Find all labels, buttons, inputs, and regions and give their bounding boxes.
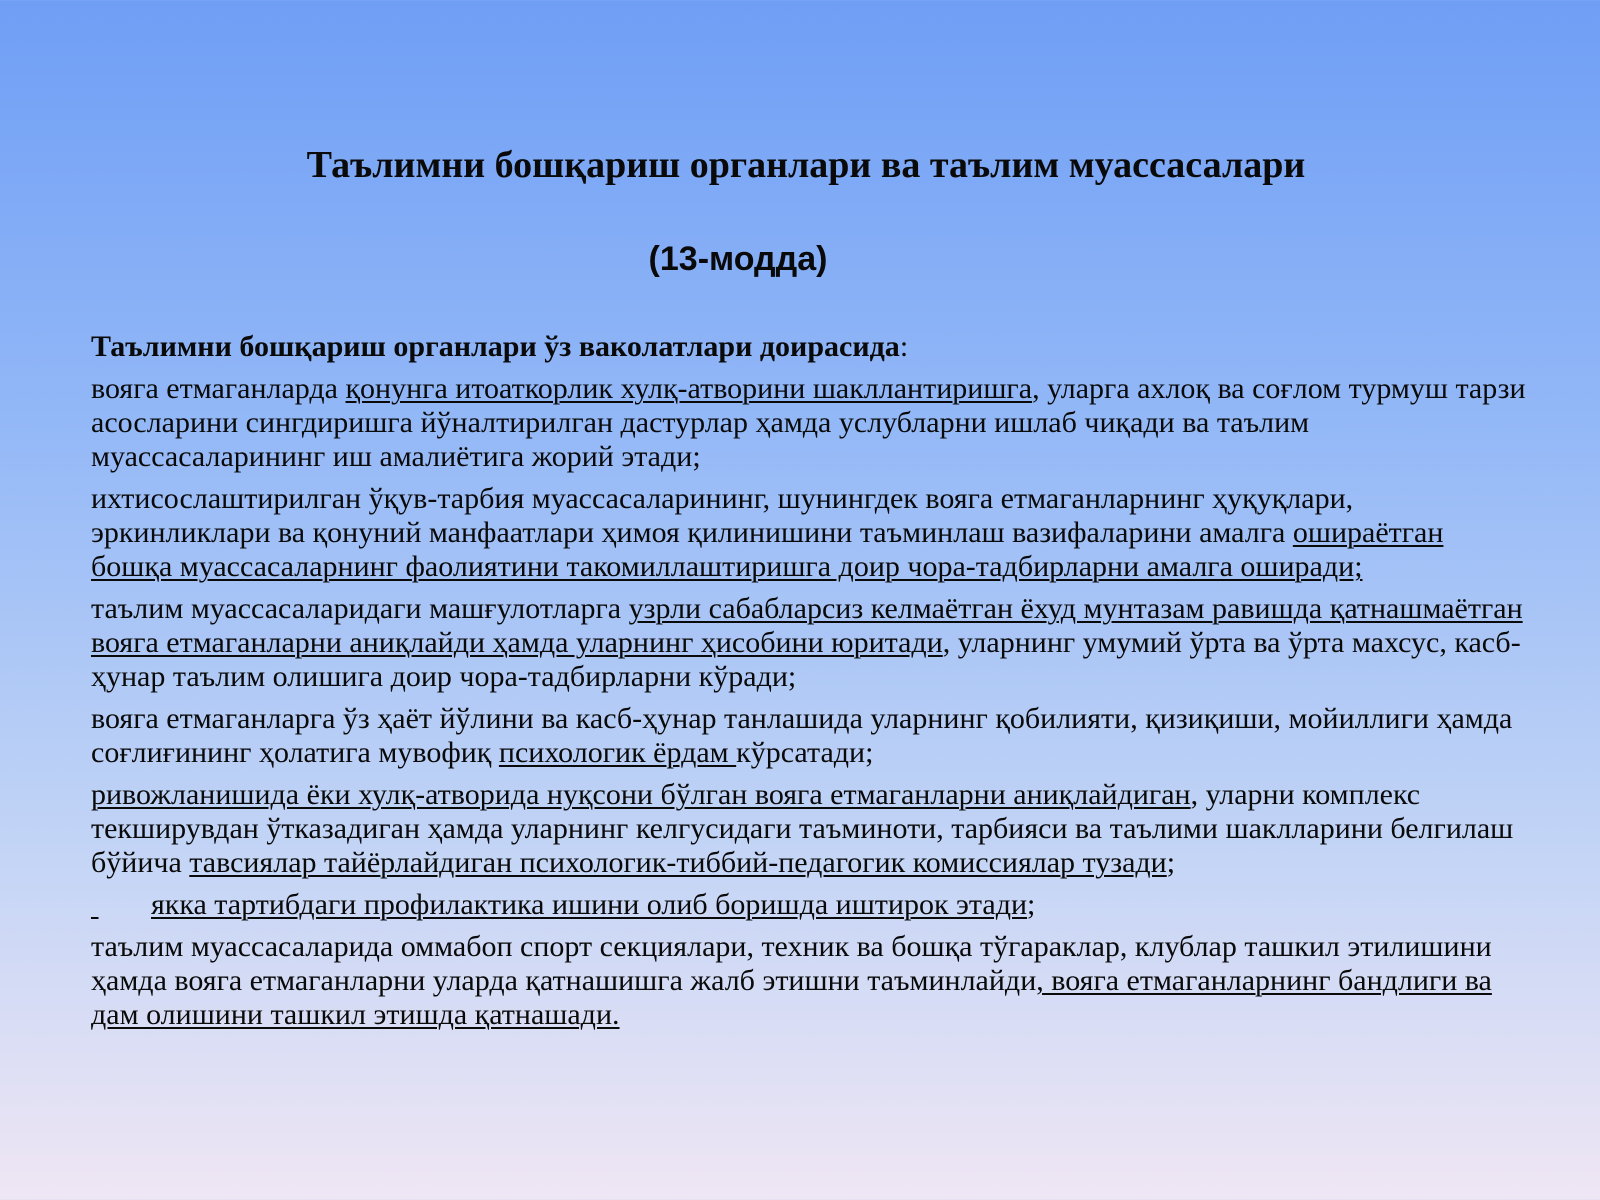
p5-underlined-1: ривожланишида ёки хулқ-атворида нуқсони бўлган вояга етмаганларни аниқлайдиган [91, 778, 1191, 811]
p6-underlined: якка тартибдаги профилактика ишини олиб боришда иштирок этади [151, 888, 1028, 921]
paragraph-7 [91, 930, 1531, 1032]
p4-text-a: вояга етмаганларга ўз ҳаёт йўлини ва касб-ҳунар танлашида уларнинг қобилияти, қизиқиши, мойиллиги ҳамда соғлиғининг ҳолатига мувофиқ [91, 702, 1513, 769]
p2-text-a: ихтисослаштирилган ўқув-тарбия муассасаларининг, шунингдек вояга етмаганларнинг ҳуқуқлари, эркинликлари ва қонуний манфаатлари ҳимоя қилинишини таъминлаш вазифаларини амалга [91, 482, 1354, 549]
paragraph-3 [91, 592, 1531, 694]
p6-text-b: ; [1027, 888, 1036, 921]
intro-colon: : [899, 330, 909, 363]
paragraph-6 [91, 888, 1531, 922]
paragraph-1 [91, 372, 1531, 474]
p3-text-b: , уларнинг умумий ўрта ва ўрта махсус, касб-ҳунар таълим олишига доир чора-тадбирларни кўради; [91, 626, 1521, 693]
slide-title: Таълимни бошқариш органлари ва таълим муассасалари [306, 144, 1306, 186]
p3-underlined: узрли сабабларсиз келмаётган ёхуд мунтазам равишда қатнашмаётган вояга етмаганларни аниқлайди ҳамда уларнинг ҳисобини юритади [91, 592, 1523, 659]
intro-paragraph [91, 330, 1531, 364]
p4-underlined: психологик ёрдам [498, 736, 737, 769]
paragraph-2 [91, 482, 1531, 584]
p5-underlined-2: тавсиялар тайёрлайдиган психологик-тиббий-педагогик комиссиялар тузади [189, 846, 1167, 879]
p1-text-a: вояга етмаганларда [91, 372, 346, 405]
p3-text-a: таълим муассасаларидаги машғулотларга [91, 592, 629, 625]
p7-text-a: таълим муассасаларида оммабоп спорт секциялари, техник ва бошқа тўгараклар, клублар ташкил этилишини ҳамда вояга етмаганларни уларда қатнашишга жалб этишни таъминлайди [91, 930, 1492, 997]
p1-underlined: қонунга итоаткорлик хулқ-атворини шакллантиришга [345, 372, 1033, 405]
slide-body [91, 330, 1531, 1040]
p2-underlined: ошираётган бошқа муассасаларнинг фаолиятини такомиллаштиришга доир чора-тадбирларни амалга оширади; [91, 516, 1444, 583]
intro-bold: Таълимни бошқариш органлари ўз ваколатлари доирасида [91, 330, 900, 363]
p7-underlined: , вояга етмаганларнинг бандлиги ва дам олишини ташкил этишда қатнашади. [91, 964, 1492, 1031]
p4-text-b: кўрсатади; [736, 736, 874, 769]
p5-text-b: ; [1166, 846, 1176, 879]
p1-text-b: , уларга ахлоқ ва соғлом турмуш тарзи асосларини сингдиришга йўналтирилган дастурлар ҳамда услубларни ишлаб чиқади ва таълим муассасаларининг иш амалиётига жорий этади; [91, 372, 1526, 473]
article-number: (13-модда) [648, 240, 828, 278]
p5-text-a: , уларни комплекс текширувдан ўтказадиган ҳамда уларнинг келгусидаги таъминоти, тарбияси ва таълими шаклларини белгилаш бўйича [91, 778, 1514, 879]
p6-underline-gap [91, 888, 151, 922]
paragraph-4 [91, 702, 1531, 770]
paragraph-5 [91, 778, 1531, 880]
